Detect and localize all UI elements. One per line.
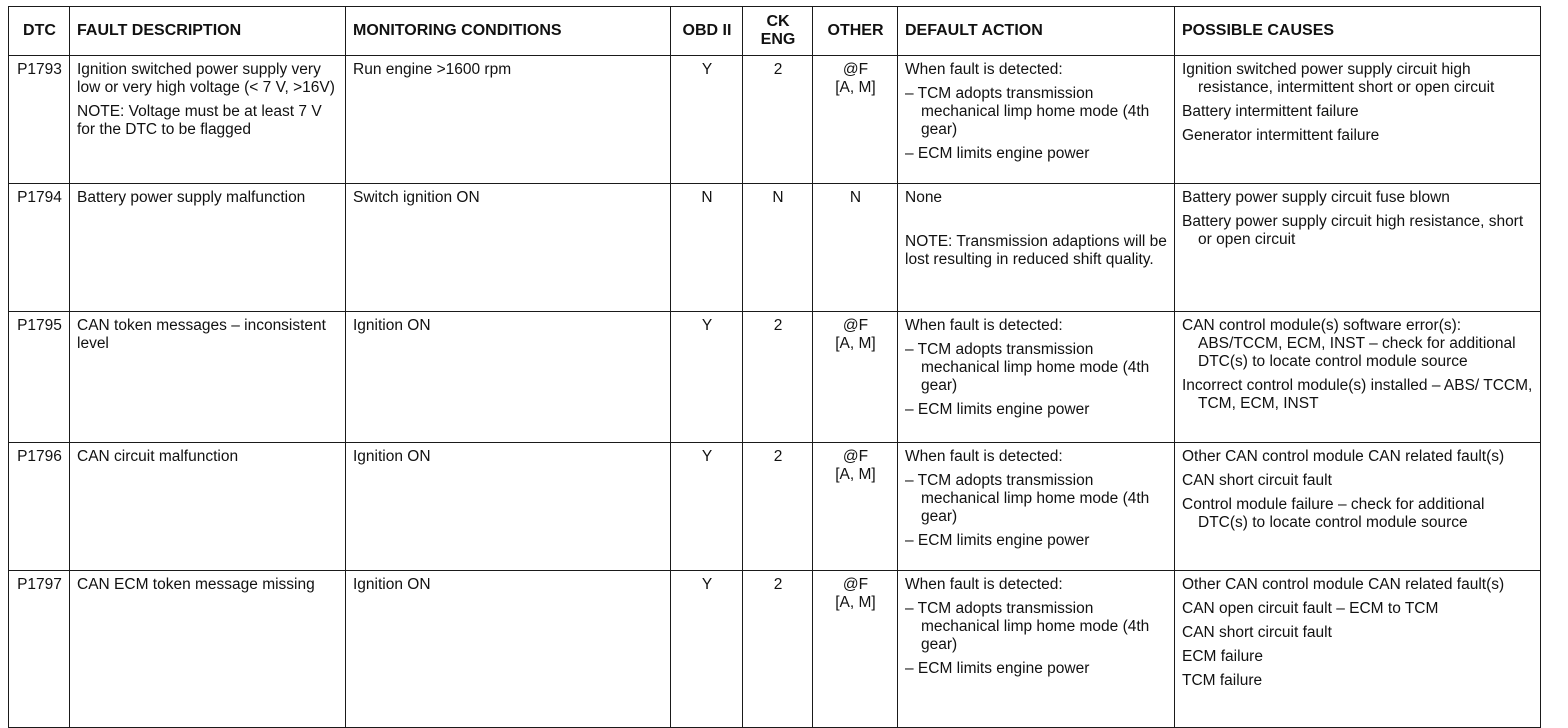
default-action [898, 312, 1175, 443]
possible-causes [1175, 571, 1541, 728]
table-row [9, 184, 1541, 312]
spacer [905, 207, 1168, 225]
monitoring-condition: Ignition ON [346, 571, 671, 728]
default-action-bullet: – ECM limits engine power [905, 145, 1090, 162]
other-value-line: @F [842, 317, 869, 334]
header-possible-causes: POSSIBLE CAUSES [1175, 7, 1541, 56]
possible-cause: CAN control module(s) software error(s): ABS/TCCM, ECM, INST – check for additional DTC(s) to locate control module source [1182, 317, 1516, 370]
obd-ii-value: N [671, 184, 743, 312]
dtc-code: P1796 [9, 443, 70, 571]
header-other: OTHER [813, 7, 898, 56]
default-action-bullet: – ECM limits engine power [905, 401, 1090, 418]
fault-description-text: CAN circuit malfunction [77, 448, 239, 465]
possible-cause: Other CAN control module CAN related fault(s) [1182, 576, 1505, 593]
dtc-code: P1794 [9, 184, 70, 312]
default-action-intro: When fault is detected: [905, 576, 1063, 593]
possible-causes [1175, 312, 1541, 443]
default-action-bullet: – TCM adopts transmission mechanical limp home mode (4th gear) [905, 600, 1150, 653]
other-value [813, 443, 898, 571]
fault-description [70, 312, 346, 443]
monitoring-condition: Run engine >1600 rpm [346, 56, 671, 184]
default-action-note: NOTE: Transmission adaptions will be lost resulting in reduced shift quality. [905, 233, 1167, 268]
possible-cause: TCM failure [1182, 672, 1263, 689]
other-value-line: @F [842, 448, 869, 465]
fault-description [70, 571, 346, 728]
possible-cause: Incorrect control module(s) installed – ABS/ TCCM, TCM, ECM, INST [1182, 377, 1533, 412]
other-value-line: @F [842, 576, 869, 593]
table-header-row [9, 7, 1541, 56]
dtc-code: P1795 [9, 312, 70, 443]
header-obd-ii: OBD II [671, 7, 743, 56]
fault-description-note: NOTE: Voltage must be at least 7 V for the DTC to be flagged [77, 103, 322, 138]
obd-ii-value: Y [671, 443, 743, 571]
obd-ii-value: Y [671, 571, 743, 728]
other-value [813, 184, 898, 312]
other-value-line: [A, M] [835, 335, 876, 352]
possible-cause: Control module failure – check for additional DTC(s) to locate control module source [1182, 496, 1485, 531]
dtc-code: P1797 [9, 571, 70, 728]
obd-ii-value: Y [671, 56, 743, 184]
other-value [813, 56, 898, 184]
dtc-fault-table [8, 6, 1541, 728]
table-row [9, 56, 1541, 184]
default-action-bullet: – TCM adopts transmission mechanical limp home mode (4th gear) [905, 85, 1150, 138]
default-action [898, 184, 1175, 312]
dtc-code: P1793 [9, 56, 70, 184]
other-value-line: [A, M] [835, 594, 876, 611]
fault-description [70, 184, 346, 312]
ck-eng-value: 2 [743, 312, 813, 443]
possible-cause: Battery power supply circuit high resistance, short or open circuit [1182, 213, 1524, 248]
monitoring-condition: Switch ignition ON [346, 184, 671, 312]
default-action [898, 56, 1175, 184]
fault-description [70, 443, 346, 571]
fault-description-text: CAN token messages – inconsistent level [77, 317, 326, 352]
default-action-intro: When fault is detected: [905, 317, 1063, 334]
other-value-line: @F [842, 61, 869, 78]
other-value-line: [A, M] [835, 79, 876, 96]
header-dtc: DTC [9, 7, 70, 56]
other-value-line: [A, M] [835, 466, 876, 483]
fault-description-text: Battery power supply malfunction [77, 189, 306, 206]
obd-ii-value: Y [671, 312, 743, 443]
possible-cause: CAN short circuit fault [1182, 472, 1332, 489]
default-action-intro: When fault is detected: [905, 61, 1063, 78]
header-default-action: DEFAULT ACTION [898, 7, 1175, 56]
ck-eng-value: 2 [743, 443, 813, 571]
possible-cause: Generator intermittent failure [1182, 127, 1380, 144]
possible-cause: Battery intermittent failure [1182, 103, 1359, 120]
possible-cause: Battery power supply circuit fuse blown [1182, 189, 1450, 206]
ck-eng-value: N [743, 184, 813, 312]
possible-cause: Other CAN control module CAN related fault(s) [1182, 448, 1505, 465]
default-action [898, 443, 1175, 571]
possible-cause: CAN open circuit fault – ECM to TCM [1182, 600, 1439, 617]
table-row [9, 312, 1541, 443]
default-action-intro: None [905, 189, 943, 206]
monitoring-condition: Ignition ON [346, 443, 671, 571]
fault-description-text: Ignition switched power supply very low or very high voltage (< 7 V, >16V) [77, 61, 335, 96]
default-action-bullet: – TCM adopts transmission mechanical limp home mode (4th gear) [905, 341, 1150, 394]
other-value [813, 312, 898, 443]
other-value [813, 571, 898, 728]
header-ck-eng: CK ENG [743, 7, 813, 56]
possible-causes [1175, 56, 1541, 184]
ck-eng-value: 2 [743, 56, 813, 184]
monitoring-condition: Ignition ON [346, 312, 671, 443]
default-action-intro: When fault is detected: [905, 448, 1063, 465]
default-action-bullet: – TCM adopts transmission mechanical limp home mode (4th gear) [905, 472, 1150, 525]
possible-cause: Ignition switched power supply circuit high resistance, intermittent short or open circuit [1182, 61, 1495, 96]
ck-eng-value: 2 [743, 571, 813, 728]
possible-causes [1175, 443, 1541, 571]
other-value-line: N [849, 189, 862, 206]
fault-description [70, 56, 346, 184]
possible-cause: CAN short circuit fault [1182, 624, 1332, 641]
default-action-bullet: – ECM limits engine power [905, 660, 1090, 677]
header-fault-description: FAULT DESCRIPTION [70, 7, 346, 56]
table-row [9, 571, 1541, 728]
possible-cause: ECM failure [1182, 648, 1263, 665]
possible-causes [1175, 184, 1541, 312]
default-action [898, 571, 1175, 728]
default-action-bullet: – ECM limits engine power [905, 532, 1090, 549]
header-monitoring-conditions: MONITORING CONDITIONS [346, 7, 671, 56]
table-row [9, 443, 1541, 571]
fault-description-text: CAN ECM token message missing [77, 576, 315, 593]
